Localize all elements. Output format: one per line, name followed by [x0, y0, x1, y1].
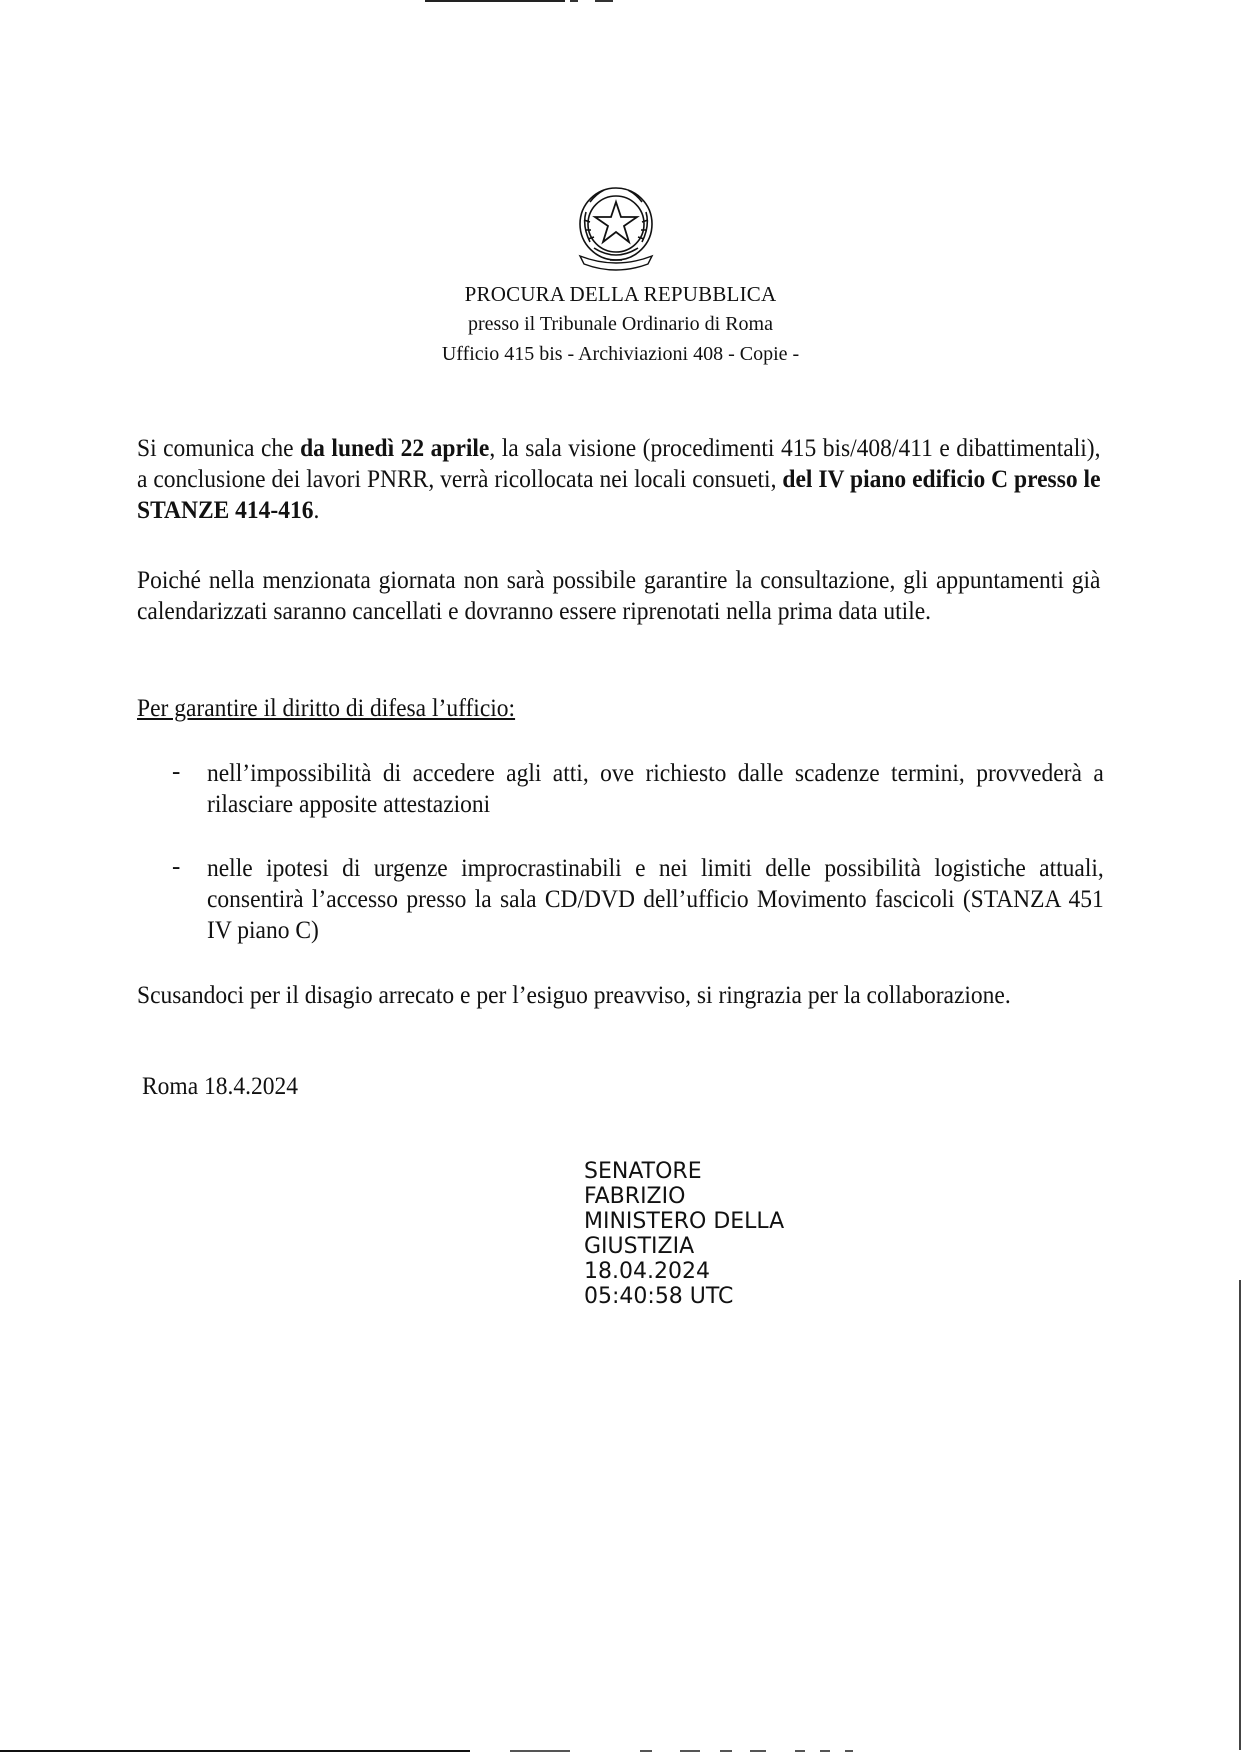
scan-artifact-bottom: [720, 1750, 732, 1752]
paragraph-announcement: [137, 433, 1101, 526]
header-court: presso il Tribunale Ordinario di Roma: [468, 313, 773, 335]
signature-line: FABRIZIO: [584, 1184, 686, 1209]
bold-location: del IV piano edificio C presso le STANZE 414-416: [137, 466, 1101, 524]
scan-artifact-bottom: [845, 1750, 853, 1752]
digital-signature: [584, 1159, 784, 1309]
paragraph-apology: Scusandoci per il disagio arrecato e per l’esiguo preavviso, si ringrazia per la collaborazione.: [137, 982, 1011, 1009]
scan-artifact-bottom: [640, 1750, 652, 1752]
signature-line: GIUSTIZIA: [584, 1234, 695, 1259]
bullet-item: nell’impossibilità di accedere agli atti, ove richiesto dalle scadenze termini, provvederà a rilasciare apposite attestazioni: [207, 760, 1104, 818]
place-date: Roma 18.4.2024: [142, 1073, 299, 1100]
text: .: [313, 497, 320, 524]
scan-artifact-top: [570, 0, 578, 2]
scan-artifact-bottom: [795, 1750, 805, 1752]
repubblica-italiana-emblem-icon: [574, 182, 658, 276]
scan-artifact-bottom: [750, 1750, 766, 1752]
header-department: Ufficio 415 bis - Archiviazioni 408 - Copie -: [441, 343, 800, 365]
paragraph-cancellation: Poiché nella menzionata giornata non sarà possibile garantire la consultazione, gli appuntamenti già calendarizzati saranno cancellati e dovranno essere riprenotati nella prima data utile.: [137, 567, 1101, 625]
scan-artifact-top: [595, 0, 613, 2]
signature-date: 18.04.2024: [584, 1259, 710, 1284]
text: Si comunica che: [137, 435, 301, 462]
bullet-item: nelle ipotesi di urgenze improcrastinabili e nei limiti delle possibilità logistiche attuali, consentirà l’accesso presso la sala CD/DVD dell’ufficio Movimento fascicoli (STANZA 451 IV piano C): [207, 855, 1104, 944]
text: , la sala visione (procedimenti 415 bis/408/411 e dibattimentali), a conclusione dei lavori PNRR, verrà ricollocata nei locali consueti,: [137, 435, 1101, 493]
bullet-marker: -: [172, 853, 181, 880]
scan-artifact-bottom: [510, 1750, 570, 1752]
scan-artifact-bottom: [0, 1750, 470, 1752]
scan-artifact-bottom: [680, 1750, 700, 1752]
scan-artifact-bottom: [820, 1750, 830, 1752]
header-office: PROCURA DELLA REPUBBLICA: [464, 282, 777, 306]
bold-date: da lunedì 22 aprile: [300, 435, 490, 462]
signature-line: MINISTERO DELLA: [584, 1209, 785, 1234]
scan-artifact-top: [425, 0, 565, 2]
bullet-marker: -: [172, 758, 181, 785]
paragraph-defense-heading: Per garantire il diritto di difesa l’ufficio:: [137, 695, 516, 722]
signature-line: SENATORE: [584, 1159, 702, 1184]
signature-time: 05:40:58 UTC: [584, 1284, 734, 1309]
